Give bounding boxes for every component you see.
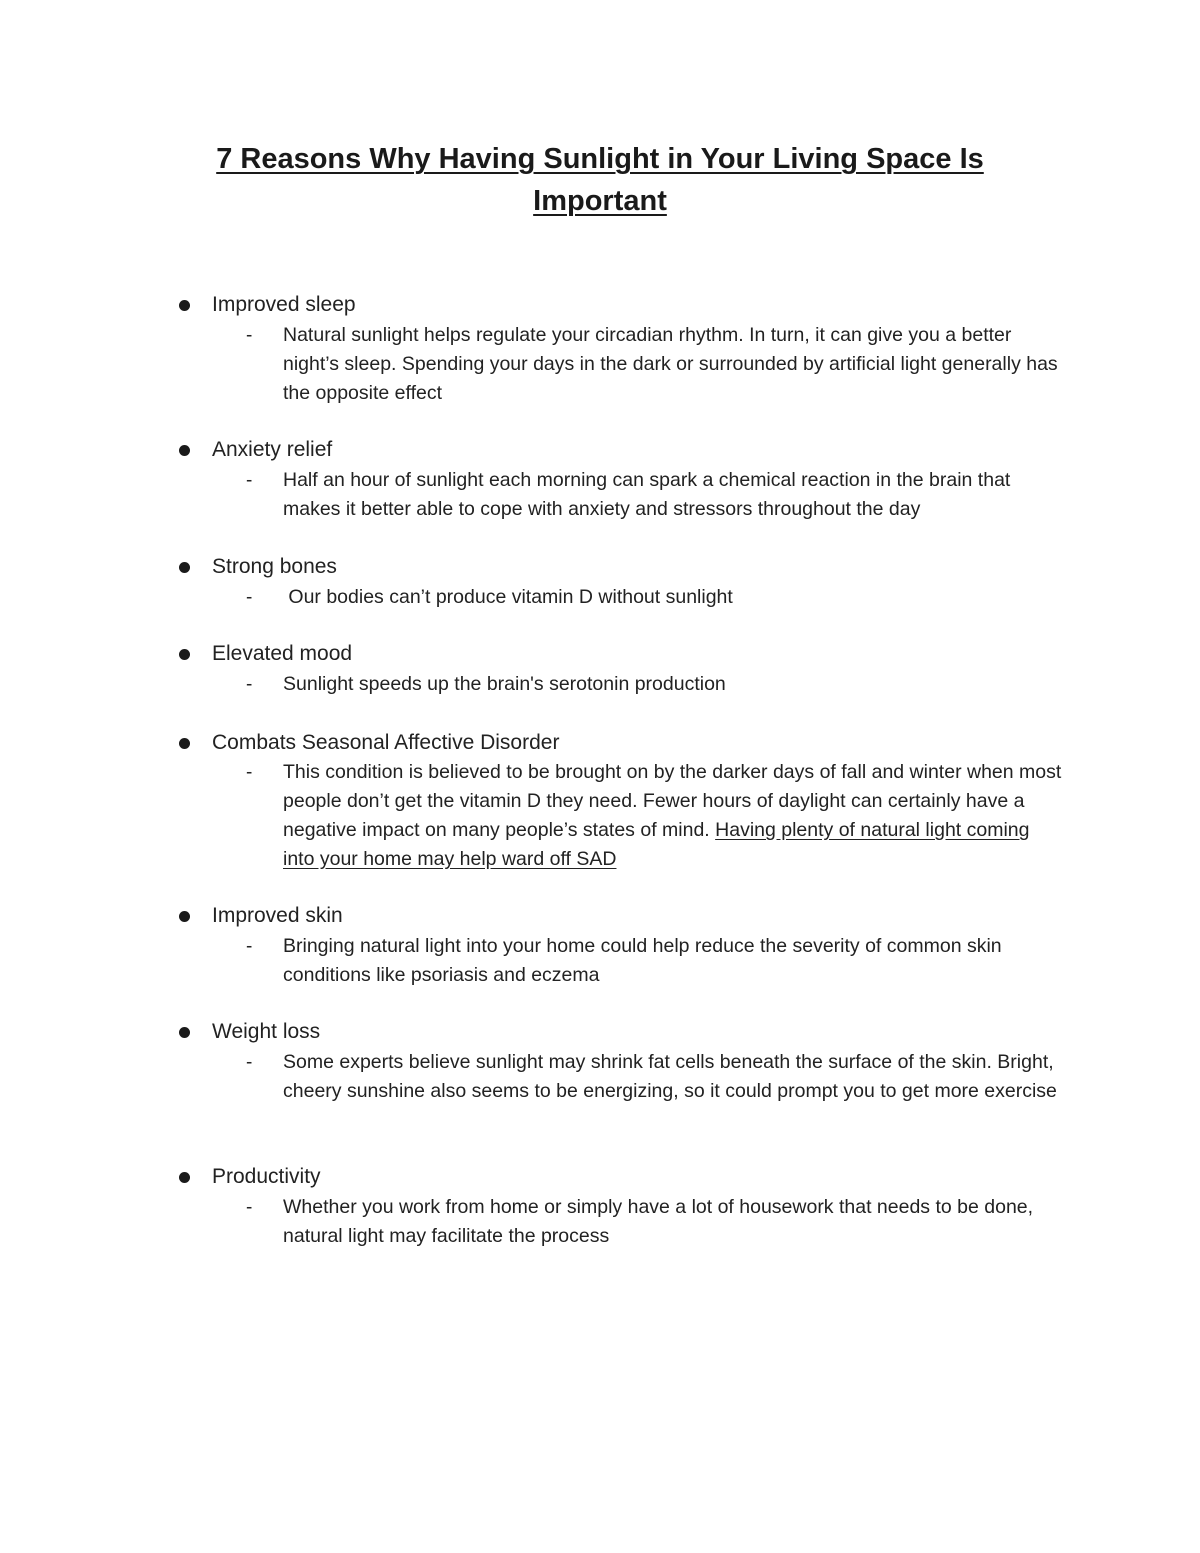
list-item-description: Our bodies can’t produce vitamin D without sunlight xyxy=(283,586,733,608)
page-title: 7 Reasons Why Having Sunlight in Your Living Space Is Important xyxy=(216,143,984,217)
bullet-icon xyxy=(179,738,190,749)
list-item-heading: Weight loss xyxy=(212,1020,321,1043)
list-item-description: Natural sunlight helps regulate your circadian rhythm. In turn, it can give you a better night’s sleep. Spending your days in the dark or surrounded by artificial light generally has the opposite effect xyxy=(283,324,1058,404)
list-item-description: Some experts believe sunlight may shrink fat cells beneath the surface of the skin. Bright, cheery sunshine also seems to be energizing, so it could prompt you to get more exercise xyxy=(283,1051,1057,1102)
sad-link[interactable]: Having plenty of natural light coming into your home may help ward off SAD xyxy=(283,819,1030,870)
bullet-icon xyxy=(179,1027,190,1038)
dash-marker: - xyxy=(246,325,253,346)
list-item-heading: Strong bones xyxy=(212,555,337,578)
bullet-icon xyxy=(179,300,190,311)
bullet-icon xyxy=(179,911,190,922)
dash-marker: - xyxy=(246,1052,253,1073)
bullet-icon xyxy=(179,649,190,660)
dash-marker: - xyxy=(246,674,253,695)
list-item-heading: Combats Seasonal Affective Disorder xyxy=(212,731,560,754)
list-item-heading: Improved sleep xyxy=(212,293,356,316)
dash-marker: - xyxy=(246,936,253,957)
dash-marker: - xyxy=(246,762,253,783)
description-text: This condition is believed to be brought on by the darker days of fall and winter when most people don’t get the vitamin D they need. Fewer hours of daylight can certainly have a negative impact on many people’s states of mind. xyxy=(283,761,1062,841)
list-item-heading: Elevated mood xyxy=(212,642,353,665)
bullet-icon xyxy=(179,1172,190,1183)
bullet-icon xyxy=(179,445,190,456)
list-item-heading: Improved skin xyxy=(212,904,343,927)
bullet-icon xyxy=(179,562,190,573)
dash-marker: - xyxy=(246,1197,253,1218)
list-item-heading: Anxiety relief xyxy=(212,438,333,461)
list-item-description: Half an hour of sunlight each morning can spark a chemical reaction in the brain that makes it better able to cope with anxiety and stressors throughout the day xyxy=(283,469,1011,520)
list-item-description: Bringing natural light into your home could help reduce the severity of common skin conditions like psoriasis and eczema xyxy=(283,935,1002,986)
list-item-description: Whether you work from home or simply have a lot of housework that needs to be done, natural light may facilitate the process xyxy=(283,1196,1034,1247)
list-item-description xyxy=(283,758,1063,874)
dash-marker: - xyxy=(246,470,253,491)
dash-marker: - xyxy=(246,587,253,608)
list-item-heading: Productivity xyxy=(212,1165,321,1188)
list-item-description: Sunlight speeds up the brain's serotonin production xyxy=(283,673,726,695)
